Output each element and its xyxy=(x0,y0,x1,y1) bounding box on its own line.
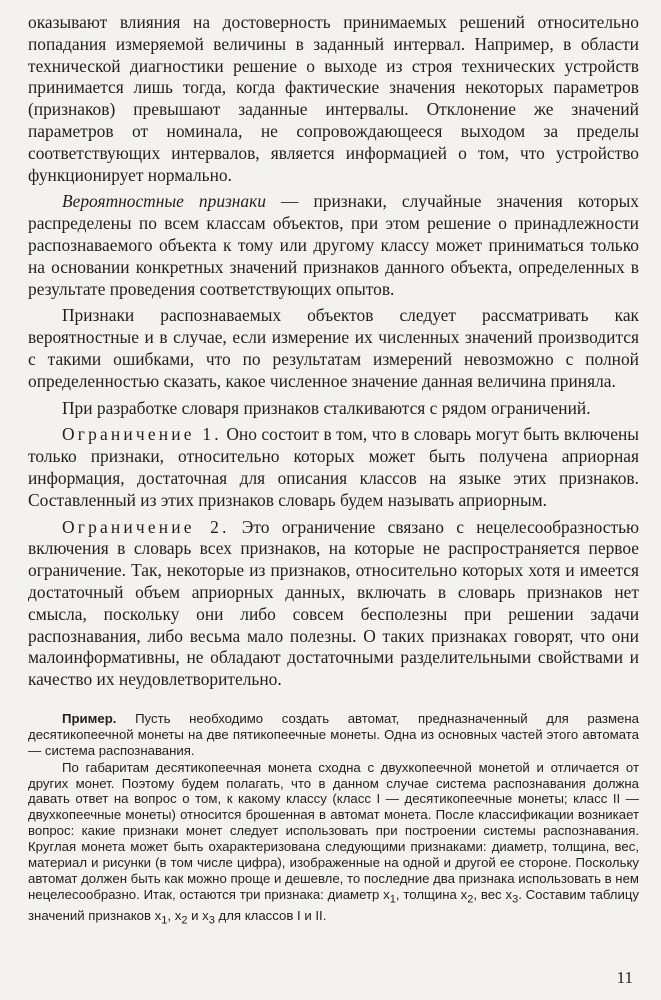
paragraph-5-body: Оно состоит в том, что в словарь могут быть включены только признаки, относительно которых может быть получена априорная информация, достаточная для описания классов на языке этих признаков. Составленный из этих признаков словарь будем называть априорным. xyxy=(28,424,639,510)
example-body-part: . Составим таблицу значений признаков x xyxy=(28,886,639,924)
restriction-1-label: Ограничение 1. xyxy=(62,424,222,445)
subscript: 1 xyxy=(389,893,396,906)
subscript: 3 xyxy=(512,893,519,906)
example-body-part: , x xyxy=(167,908,182,924)
example-body-part: и x xyxy=(187,908,209,924)
example-paragraph-2 xyxy=(28,760,639,930)
subscript: 2 xyxy=(181,915,188,928)
paragraph-2 xyxy=(28,191,639,300)
paragraph-4: При разработке словаря признаков сталкиваются с рядом ограничений. xyxy=(62,397,591,418)
subscript: 3 xyxy=(208,915,215,928)
example-body: По габаритам десятикопеечная монета сходна с двухкопеечной монетой и отличается от других монет. Поэтому будем полагать, что в данном случае система распознавания должна давать ответ на вопрос о том, к какому классу (класс I — десятикопеечные монеты; класс II — двухкопеечные монеты) относится брошенная в автомат монета. После классификации возникает вопрос: какие признаки монет следует использовать при построении системы распознавания. Круглая монета может быть охарактеризована следующими признаками: диаметр, толщина, вес, материал и рисунки (в том числе цифра), изображенные на одной и другой ее стороне. Поскольку автомат должен быть как можно проще и дешевле, то последние два признака использовать в нем нецелесообразно. Итак, остаются три признака: диаметр x xyxy=(28,759,639,902)
restriction-2-label: Ограничение 2. xyxy=(62,516,230,537)
paragraph-1: оказывают влияния на достоверность принимаемых решений относительно попадания измеряемой величины в заданный интервал. Например, в области технической диагностики решение о выходе из строя технических устройств принимается лишь тогда, когда фактические значения некоторых параметров (признаков) превышают заданные интервалы. Отклонение же значений параметров от номинала, не сопровождающееся выходом за пределы соответствующих интервалов, является информацией о том, что устройство функционирует нормально. xyxy=(28,12,639,185)
page-number: 11 xyxy=(616,968,633,987)
example-label: Пример. xyxy=(62,710,117,726)
example-intro: Пусть необходимо создать автомат, предназначенный для размена десятикопеечной монеты на две пятикопеечные монеты. Одна из основных частей этого автомата — система распознавания. xyxy=(28,710,639,758)
paragraph-2-body: — признаки, случайные значения которых распределены по всем классам объектов, при этом решение о принадлежности распознаваемого объекта к тому или другому классу может приниматься только на основании конкретных значений признаков данного объекта, определенных в результате проведения соответствующих опытов. xyxy=(28,191,639,299)
subscript: 1 xyxy=(161,915,168,928)
example-body-part: для классов I и II. xyxy=(214,908,327,924)
paragraph-6-body: Это ограничение связано с нецелесообразностью включения в словарь всех признаков, на которые не распространяется первое ограничение. Так, некоторые из признаков, относительно которых хотя и имеется достаточный объем априорных данных, включать в словарь признаков нет смысла, поскольку они либо совсем бесполезны при решении задачи распознавания, либо весьма мало полезны. О таких признаках говорят, что они малоинформативны, не обладают достаточными разделительными свойствами и качество их неудовлетворительно. xyxy=(28,516,639,690)
example-body-part: , толщина x xyxy=(395,886,468,902)
example-paragraph-1 xyxy=(28,711,639,759)
example-body-part: , вес x xyxy=(473,886,513,902)
example-block xyxy=(28,711,639,930)
defined-term: Вероятностные признаки xyxy=(62,191,266,212)
paragraph-5 xyxy=(28,424,639,511)
paragraph-3: Признаки распознаваемых объектов следует рассматривать как вероятностные и в случае, если измерение их численных значений производится с такими ошибками, что по результатам измерений невозможно с полной определенностью сказать, какое численное значение данная величина приняла. xyxy=(28,305,639,391)
paragraph-6 xyxy=(28,517,639,691)
main-text xyxy=(28,12,639,691)
subscript: 2 xyxy=(467,893,474,906)
